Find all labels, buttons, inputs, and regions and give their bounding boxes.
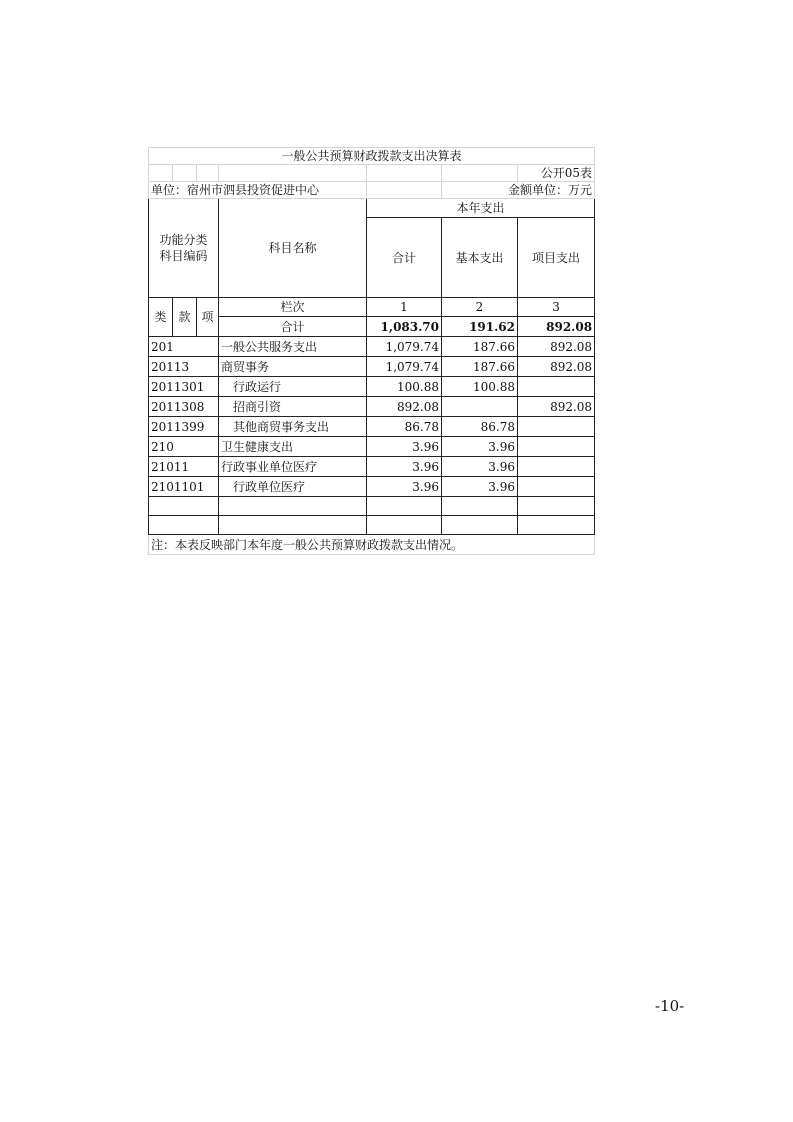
row-code: 201 bbox=[149, 337, 219, 357]
row-total: 86.78 bbox=[367, 417, 442, 437]
page-number: -10- bbox=[655, 997, 685, 1015]
row-project: 892.08 bbox=[518, 357, 595, 377]
expenditure-table bbox=[148, 147, 595, 555]
row-basic: 187.66 bbox=[442, 357, 518, 377]
row-total: 1,079.74 bbox=[367, 337, 442, 357]
table-row bbox=[149, 477, 595, 497]
row-project bbox=[518, 377, 595, 397]
column-no-label: 栏次 bbox=[219, 298, 367, 317]
row-code: 2011301 bbox=[149, 377, 219, 397]
project-header: 项目支出 bbox=[518, 218, 595, 298]
amount-unit: 金额单位：万元 bbox=[442, 182, 595, 199]
row-code: 20113 bbox=[149, 357, 219, 377]
row-name: 其他商贸事务支出 bbox=[219, 417, 367, 437]
row-basic: 3.96 bbox=[442, 477, 518, 497]
current-year-header: 本年支出 bbox=[367, 199, 595, 218]
table-row bbox=[149, 417, 595, 437]
xiang-header: 项 bbox=[197, 298, 219, 337]
table-title: 一般公共预算财政拨款支出决算表 bbox=[149, 148, 595, 165]
row-name: 行政事业单位医疗 bbox=[219, 457, 367, 477]
sum-label: 合计 bbox=[219, 317, 367, 337]
row-project bbox=[518, 437, 595, 457]
row-project bbox=[518, 417, 595, 437]
unit-label: 单位：宿州市泗县投资促进中心 bbox=[149, 182, 367, 199]
row-total: 3.96 bbox=[367, 437, 442, 457]
table-row bbox=[149, 437, 595, 457]
row-name: 卫生健康支出 bbox=[219, 437, 367, 457]
row-total: 100.88 bbox=[367, 377, 442, 397]
table-row bbox=[149, 357, 595, 377]
row-basic bbox=[442, 397, 518, 417]
row-total: 1,079.74 bbox=[367, 357, 442, 377]
sum-basic: 191.62 bbox=[442, 317, 518, 337]
row-name: 行政单位医疗 bbox=[219, 477, 367, 497]
row-code: 2011399 bbox=[149, 417, 219, 437]
row-basic: 3.96 bbox=[442, 457, 518, 477]
row-basic: 100.88 bbox=[442, 377, 518, 397]
row-project: 892.08 bbox=[518, 397, 595, 417]
empty-row bbox=[149, 516, 595, 535]
row-name: 一般公共服务支出 bbox=[219, 337, 367, 357]
row-project: 892.08 bbox=[518, 337, 595, 357]
lei-header: 类 bbox=[149, 298, 173, 337]
column-no-1: 1 bbox=[367, 298, 442, 317]
row-total: 3.96 bbox=[367, 477, 442, 497]
row-name: 行政运行 bbox=[219, 377, 367, 397]
row-code: 2101101 bbox=[149, 477, 219, 497]
func-code-header: 功能分类科目编码 bbox=[149, 199, 219, 298]
row-total: 3.96 bbox=[367, 457, 442, 477]
row-basic: 86.78 bbox=[442, 417, 518, 437]
row-name: 商贸事务 bbox=[219, 357, 367, 377]
column-no-3: 3 bbox=[518, 298, 595, 317]
sum-total: 1,083.70 bbox=[367, 317, 442, 337]
column-no-2: 2 bbox=[442, 298, 518, 317]
row-code: 210 bbox=[149, 437, 219, 457]
row-project bbox=[518, 457, 595, 477]
empty-row bbox=[149, 497, 595, 516]
table-row bbox=[149, 397, 595, 417]
row-code: 21011 bbox=[149, 457, 219, 477]
row-code: 2011308 bbox=[149, 397, 219, 417]
table-row bbox=[149, 337, 595, 357]
subject-name-header: 科目名称 bbox=[219, 199, 367, 298]
table-note: 注：本表反映部门本年度一般公共预算财政拨款支出情况。 bbox=[149, 535, 595, 555]
kuan-header: 款 bbox=[173, 298, 197, 337]
form-number: 公开05表 bbox=[518, 165, 595, 182]
row-total: 892.08 bbox=[367, 397, 442, 417]
total-header: 合计 bbox=[367, 218, 442, 298]
row-project bbox=[518, 477, 595, 497]
row-basic: 187.66 bbox=[442, 337, 518, 357]
row-name: 招商引资 bbox=[219, 397, 367, 417]
basic-header: 基本支出 bbox=[442, 218, 518, 298]
table-row bbox=[149, 377, 595, 397]
row-basic: 3.96 bbox=[442, 437, 518, 457]
sum-project: 892.08 bbox=[518, 317, 595, 337]
table-row bbox=[149, 457, 595, 477]
